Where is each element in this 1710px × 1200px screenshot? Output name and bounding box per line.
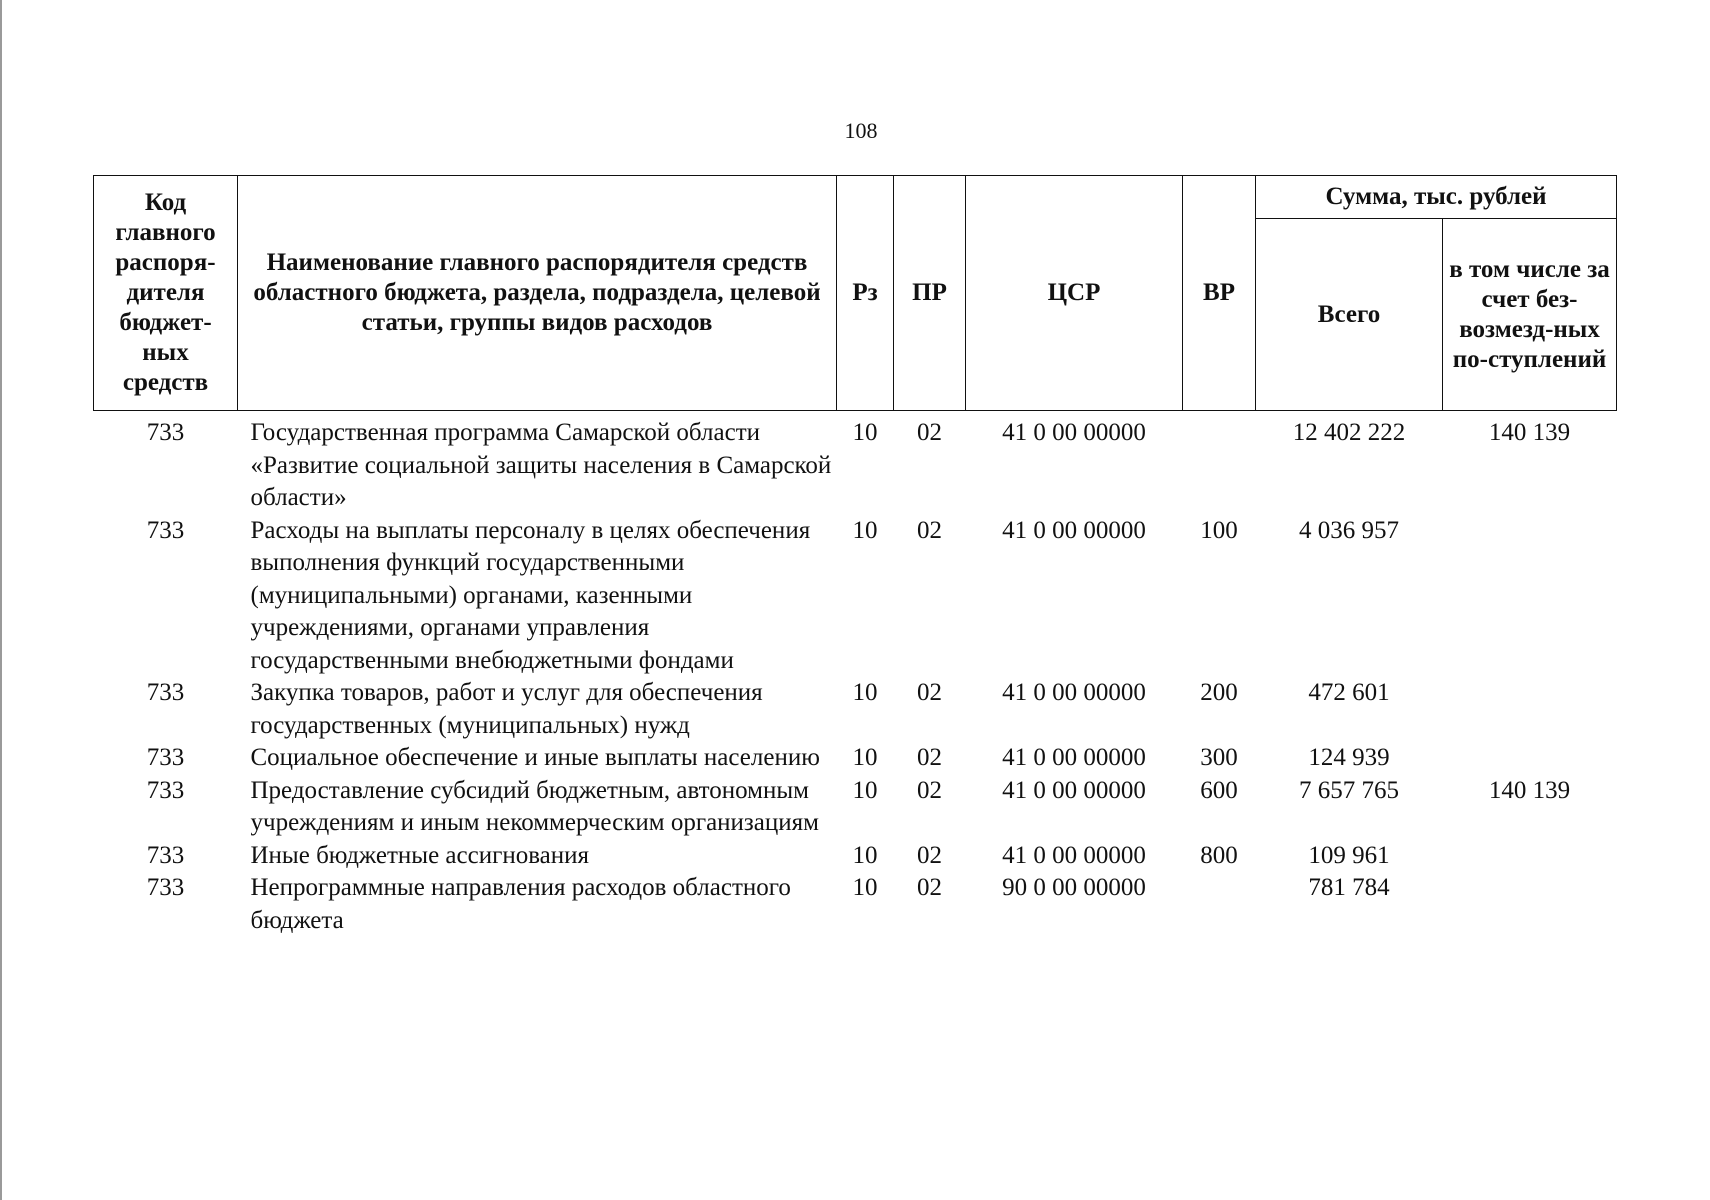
- cell-grant: [1443, 515, 1617, 678]
- budget-table: [93, 175, 1617, 937]
- cell-code: 733: [146, 874, 185, 901]
- table-row: [94, 742, 1617, 775]
- header-total: Всего: [1256, 219, 1443, 411]
- cell-pr: 02: [917, 679, 942, 706]
- cell-total: 12 402 222: [1292, 419, 1406, 446]
- cell-pr: 02: [917, 874, 942, 901]
- cell-name: Непрограммные направления расходов областного бюджета: [250, 874, 791, 934]
- cell-code: 733: [146, 744, 185, 771]
- cell-csr: 41 0 00 00000: [1002, 744, 1146, 771]
- header-code: Код главного распоря-дителя бюджет-ных средств: [94, 176, 238, 411]
- cell-total: 7 657 765: [1299, 776, 1399, 804]
- cell-grant: [1443, 742, 1617, 775]
- cell-csr: 90 0 00 00000: [1002, 874, 1146, 901]
- cell-total: 4 036 957: [1299, 516, 1399, 544]
- cell-csr: 41 0 00 00000: [1002, 679, 1146, 706]
- cell-total: 109 961: [1308, 841, 1390, 869]
- cell-csr: 41 0 00 00000: [1002, 516, 1146, 544]
- cell-csr: 41 0 00 00000: [1002, 419, 1146, 446]
- cell-code: 733: [146, 516, 185, 544]
- cell-code: 733: [146, 776, 185, 804]
- header-rz: Рз: [837, 176, 894, 411]
- scan-edge: [0, 0, 2, 1200]
- header-grant: в том числе за счет без-возмезд-ных по-ступлений: [1443, 219, 1617, 411]
- table-row: [94, 411, 1617, 515]
- cell-name: Закупка товаров, работ и услуг для обеспечения государственных (муниципальных) нужд: [250, 679, 763, 739]
- header-sum-group: Сумма, тыс. рублей: [1256, 176, 1617, 219]
- cell-total: 124 939: [1308, 744, 1390, 771]
- cell-rz: 10: [852, 776, 878, 804]
- table-row: [94, 677, 1617, 742]
- cell-pr: 02: [917, 841, 942, 869]
- cell-rz: 10: [852, 679, 878, 706]
- table-row: [94, 515, 1617, 678]
- header-pr: ПР: [894, 176, 966, 411]
- cell-vr: 100: [1200, 516, 1238, 544]
- cell-name: Государственная программа Самарской области «Развитие социальной защиты населения в Самарской области»: [250, 419, 832, 511]
- cell-pr: 02: [917, 744, 942, 771]
- cell-rz: 10: [852, 841, 878, 869]
- cell-pr: 02: [917, 419, 942, 446]
- header-name: Наименование главного распорядителя средств областного бюджета, раздела, подраздела, целевой статьи, группы видов расходов: [238, 176, 837, 411]
- cell-vr: 600: [1200, 776, 1238, 804]
- page-number: 108: [844, 118, 878, 143]
- table-row: [94, 840, 1617, 873]
- cell-pr: 02: [917, 516, 942, 544]
- cell-grant: 140 139: [1488, 419, 1571, 446]
- cell-rz: 10: [852, 874, 878, 901]
- header-vr: ВР: [1183, 176, 1256, 411]
- cell-total: 472 601: [1308, 679, 1390, 706]
- cell-rz: 10: [852, 516, 878, 544]
- cell-name: Социальное обеспечение и иные выплаты населению: [250, 744, 820, 771]
- cell-rz: 10: [852, 419, 878, 446]
- table-row: [94, 872, 1617, 937]
- cell-code: 733: [146, 841, 185, 869]
- cell-csr: 41 0 00 00000: [1002, 841, 1146, 869]
- cell-code: 733: [146, 419, 185, 446]
- cell-grant: [1443, 872, 1617, 937]
- cell-vr: [1183, 411, 1256, 515]
- cell-csr: 41 0 00 00000: [1002, 776, 1146, 804]
- cell-total: 781 784: [1308, 874, 1390, 901]
- cell-vr: 800: [1200, 841, 1238, 869]
- cell-name: Расходы на выплаты персоналу в целях обеспечения выполнения функций государственными (муниципальными) органами, казенными учреждениями, органами управления государственными внебюджетными фондами: [250, 516, 811, 674]
- cell-grant: [1443, 677, 1617, 742]
- table-body: [94, 411, 1617, 938]
- cell-grant: 140 139: [1488, 776, 1571, 804]
- cell-rz: 10: [852, 744, 878, 771]
- header-csr: ЦСР: [966, 176, 1183, 411]
- cell-pr: 02: [917, 776, 942, 804]
- table-row: [94, 775, 1617, 840]
- cell-name: Иные бюджетные ассигнования: [250, 841, 590, 869]
- cell-vr: 300: [1200, 744, 1238, 771]
- cell-grant: [1443, 840, 1617, 873]
- cell-code: 733: [146, 679, 185, 706]
- cell-vr: 200: [1200, 679, 1238, 706]
- cell-vr: [1183, 872, 1256, 937]
- cell-name: Предоставление субсидий бюджетным, автономным учреждениям и иным некоммерческим организациям: [250, 776, 819, 836]
